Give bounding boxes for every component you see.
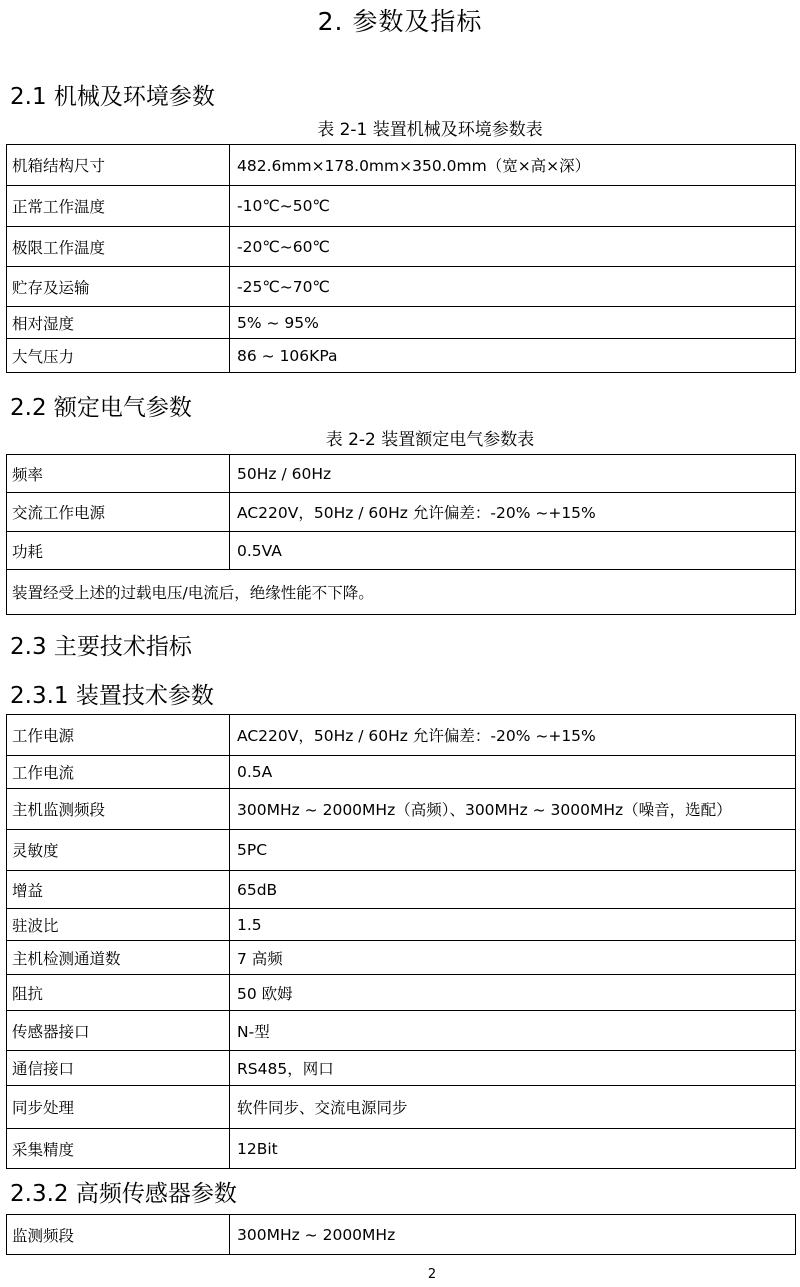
table-row [7,871,796,909]
param-value: AC220V，50Hz / 60Hz 允许偏差：-20% ~+15% [230,493,796,532]
param-name: 极限工作温度 [7,227,230,267]
param-value: 12Bit [230,1129,796,1169]
table-caption-2-2: 表 2-2 装置额定电气参数表 [325,430,535,450]
table-row [7,455,796,493]
table-row [7,909,796,941]
param-value: 5PC [230,830,796,871]
table-row [7,830,796,871]
section-heading-2-3-1: 2.3.1 装置技术参数 [10,683,214,709]
param-value: 7 高频 [230,941,796,975]
param-value: 软件同步、交流电源同步 [230,1086,796,1129]
param-value: 50Hz / 60Hz [230,455,796,493]
param-name: 采集精度 [7,1129,230,1169]
hf-sensor-params-table [6,1214,796,1255]
param-value: 65dB [230,871,796,909]
param-value: AC220V，50Hz / 60Hz 允许偏差：-20% ~+15% [230,715,796,756]
table-row [7,1011,796,1051]
param-name: 功耗 [7,532,230,570]
table-row [7,267,796,307]
param-value: -20℃~60℃ [230,227,796,267]
param-value: -10℃~50℃ [230,186,796,227]
electrical-params-table [6,454,796,615]
section-heading-2-1: 2.1 机械及环境参数 [10,84,215,110]
table-row [7,975,796,1011]
table-note: 装置经受上述的过载电压/电流后，绝缘性能不下降。 [7,570,796,615]
param-value: N-型 [230,1011,796,1051]
param-name: 灵敏度 [7,830,230,871]
section-heading-2-3: 2.3 主要技术指标 [10,634,192,660]
param-name: 机箱结构尺寸 [7,145,230,186]
section-heading-2-3-2: 2.3.2 高频传感器参数 [10,1181,237,1207]
table-row [7,715,796,756]
param-name: 阻抗 [7,975,230,1011]
param-value: 5% ~ 95% [230,307,796,339]
param-value: 0.5VA [230,532,796,570]
param-value: 86 ~ 106KPa [230,339,796,373]
param-name: 工作电流 [7,756,230,789]
table-row [7,1215,796,1255]
table-row [7,307,796,339]
table-row [7,493,796,532]
table-row [7,1086,796,1129]
param-name: 传感器接口 [7,1011,230,1051]
table-row [7,1051,796,1086]
device-technical-params-table [6,714,796,1169]
param-name: 频率 [7,455,230,493]
param-name: 贮存及运输 [7,267,230,307]
param-name: 驻波比 [7,909,230,941]
param-name: 交流工作电源 [7,493,230,532]
section-heading-2-2: 2.2 额定电气参数 [10,395,192,421]
param-value: RS485，网口 [230,1051,796,1086]
table-row [7,756,796,789]
page-number: 2 [427,1267,437,1282]
param-name: 大气压力 [7,339,230,373]
param-value: 0.5A [230,756,796,789]
table-caption-2-1: 表 2-1 装置机械及环境参数表 [317,120,543,140]
param-value: 50 欧姆 [230,975,796,1011]
table-row [7,1129,796,1169]
table-row [7,570,796,615]
param-name: 相对湿度 [7,307,230,339]
table-row [7,227,796,267]
param-name: 正常工作温度 [7,186,230,227]
table-row [7,789,796,830]
param-name: 主机检测通道数 [7,941,230,975]
param-name: 主机监测频段 [7,789,230,830]
param-value: 1.5 [230,909,796,941]
param-name: 增益 [7,871,230,909]
chapter-title: 2. 参数及指标 [317,7,483,36]
table-row [7,941,796,975]
param-value: 482.6mm×178.0mm×350.0mm（宽×高×深） [230,145,796,186]
param-name: 工作电源 [7,715,230,756]
table-row [7,532,796,570]
table-row [7,339,796,373]
param-name: 通信接口 [7,1051,230,1086]
table-row [7,145,796,186]
table-row [7,186,796,227]
param-name: 监测频段 [7,1215,230,1255]
param-value: 300MHz ~ 2000MHz（高频）、300MHz ~ 3000MHz（噪音，选配） [230,789,796,830]
param-value: 300MHz ~ 2000MHz [230,1215,796,1255]
mechanical-environment-table [6,144,796,373]
param-name: 同步处理 [7,1086,230,1129]
param-value: -25℃~70℃ [230,267,796,307]
